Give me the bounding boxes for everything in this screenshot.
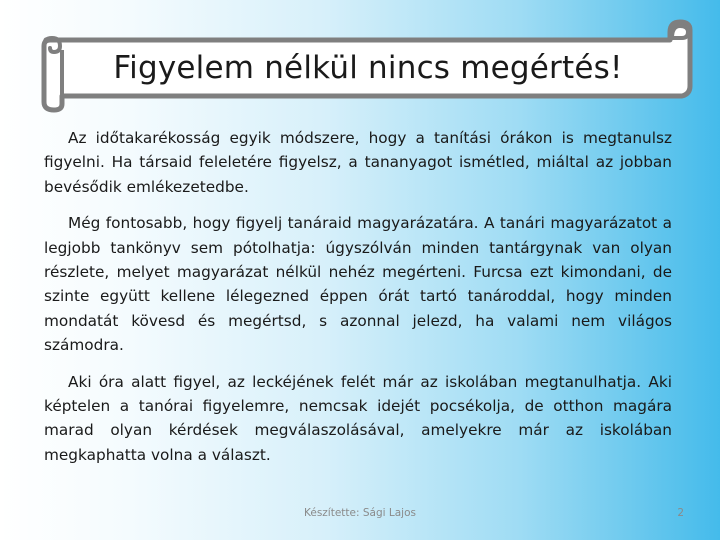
page-number: 2 — [677, 507, 684, 519]
body-text — [44, 126, 672, 479]
footer-author: Készítette: Sági Lajos — [304, 507, 416, 519]
paragraph-2: Még fontosabb, hogy figyelj tanáraid magyarázatára. A tanári magyarázatot a legjobb tankönyv sem pótolhatja: úgyszólván minden tantárgynak van olyan részlete, melyet magyarázat nélkül nehéz megérteni. Furcsa ezt kimondani, de szinte együtt kellene lélegezned éppen órát tartó tanároddal, hogy minden mondatát kövesd és megértsd, s azonnal jelezd, ha valami nem világos számodra. — [44, 214, 672, 355]
paragraph-1: Az időtakarékosság egyik módszere, hogy a tanítási órákon is megtanulsz figyelni. Ha társaid feleletére figyelsz, a tananyagot ismétled, miáltal az jobban bevésődik emlékezetedbe. — [44, 129, 672, 196]
slide-title: Figyelem nélkül nincs megértés! — [113, 50, 623, 86]
paragraph-3: Aki óra alatt figyel, az leckéjének felét már az iskolában megtanulhatja. Aki képtelen a tanórai figyelemre, nemcsak idejét pocsékolja, de otthon magára marad olyan kérdések megválaszolásával, amelyekre már az iskolában megkaphatta volna a választ. — [44, 372, 672, 464]
